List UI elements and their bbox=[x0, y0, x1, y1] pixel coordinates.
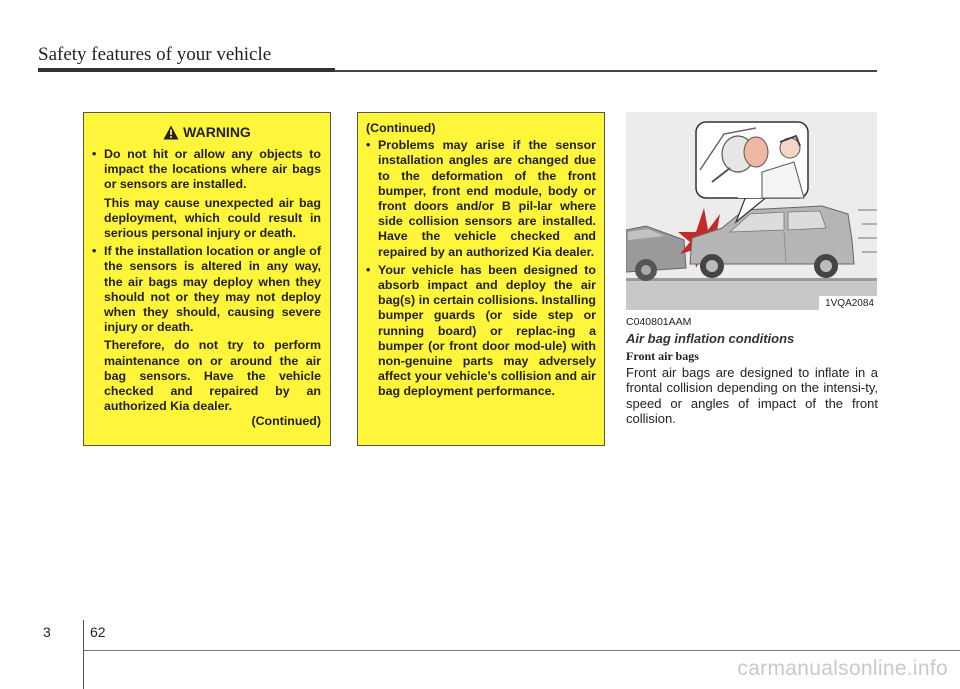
list-item-paragraph: This may cause unexpected air bag deployment, which could result in serious personal injury or death. bbox=[104, 195, 321, 241]
section-number: 3 bbox=[43, 624, 51, 640]
warning-list bbox=[92, 147, 321, 430]
continued-label: (Continued) bbox=[251, 414, 321, 429]
list-item-text: Do not hit or allow any objects to impact the locations where air bags or sensors are installed. bbox=[104, 147, 321, 192]
footer-vertical-rule bbox=[83, 620, 84, 689]
bullet: • bbox=[92, 147, 97, 161]
list-item bbox=[366, 263, 596, 400]
illustration-code: 1VQA2084 bbox=[819, 296, 877, 310]
continued-label: (Continued) bbox=[366, 121, 436, 135]
footer-horizontal-rule bbox=[83, 650, 960, 651]
warning-heading-label: WARNING bbox=[183, 124, 251, 140]
header-rule-thin bbox=[335, 70, 877, 72]
section-body: Front air bags are designed to inflate in a frontal collision depending on the intensi-ty, speed or angles of impact of the front collision. bbox=[626, 365, 878, 426]
section-subtitle: Front air bags bbox=[626, 349, 699, 363]
list-item bbox=[366, 138, 596, 260]
list-item bbox=[92, 244, 321, 335]
collision-illustration bbox=[626, 112, 877, 310]
section-code: C040801AAM bbox=[626, 316, 692, 328]
page-header-title: Safety features of your vehicle bbox=[38, 44, 272, 65]
bullet: • bbox=[366, 262, 371, 277]
watermark: carmanualsonline.info bbox=[737, 657, 948, 680]
continued-warning-box bbox=[357, 112, 605, 446]
list-item-text: If the installation location or angle of the sensors is altered in any way, the air bags may deploy when they should not or they may not deploy when they should, causing severe injury or death. bbox=[104, 244, 321, 335]
list-item bbox=[92, 147, 321, 193]
front-collision-airbag-illustration bbox=[626, 112, 877, 310]
bullet: • bbox=[366, 138, 371, 153]
warning-box bbox=[83, 112, 331, 446]
warning-heading bbox=[84, 125, 330, 140]
section-title: Air bag inflation conditions bbox=[626, 331, 795, 346]
list-item-text: Problems may arise if the sensor installation angles are changed due to the deformation of the front bumper, front end module, body or front doors and/or B pil-lar where side collision sensors are installed. Have the vehicle checked and repaired by an authorized Kia dealer. bbox=[378, 138, 596, 259]
page-number: 62 bbox=[90, 624, 106, 640]
bullet: • bbox=[92, 244, 97, 259]
header-rule-thick bbox=[38, 68, 335, 72]
list-item-text: Your vehicle has been designed to absorb impact and deploy the air bag(s) in certain collisions. Installing bumper guards (or side step or running board) or replac-ing a bumper (or front door mod-ule) with non-genuine parts may adversely affect your vehicle’s collision and air bag deployment performance. bbox=[378, 262, 596, 399]
warning-triangle-icon bbox=[163, 125, 179, 140]
list-item-paragraph: Therefore, do not try to perform maintenance on or around the air bag sensors. Have the vehicle checked and repaired by an authorized Kia dealer. bbox=[104, 338, 321, 414]
